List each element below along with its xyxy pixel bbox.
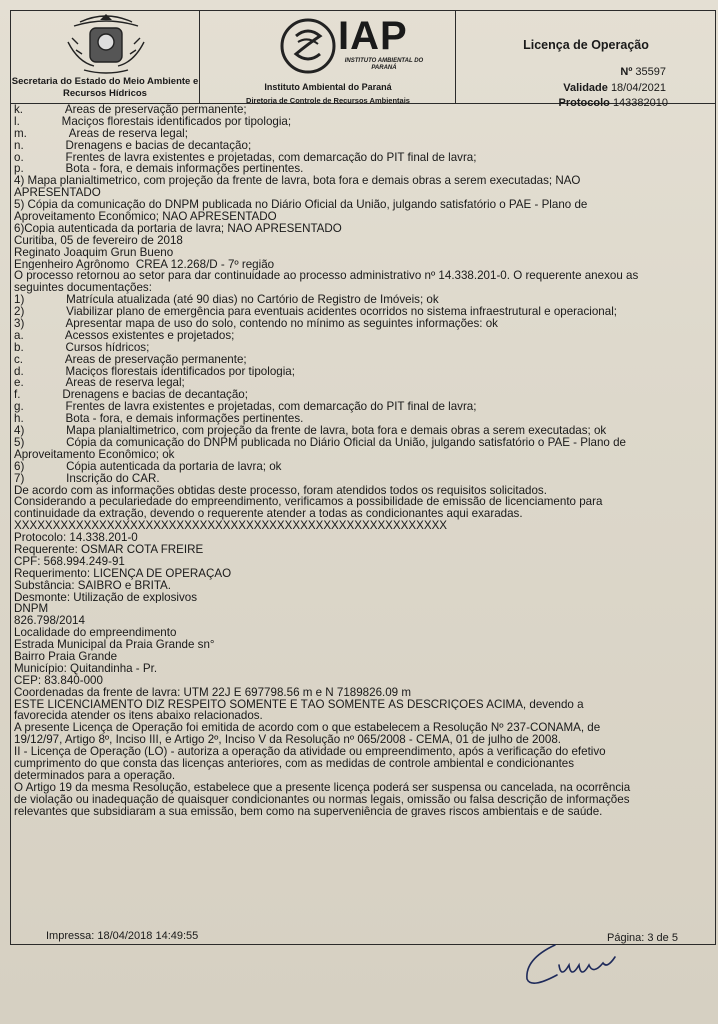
licenca-numero xyxy=(620,66,666,78)
body-line: 826.798/2014 xyxy=(14,615,85,628)
body-line: cumprimento do que consta das licenças anteriores, com as medidas de controle ambiental e condicionantes xyxy=(14,757,575,770)
header-iap-cell xyxy=(200,10,456,103)
licenca-validade xyxy=(563,82,666,94)
body-line: seguintes documentações: xyxy=(14,282,152,295)
body-line: c. Áreas de preservação permanente; xyxy=(14,353,247,366)
body-line: Coordenadas da frente de lavra: UTM 22J E 697798.56 m e N 7189826.09 m xyxy=(14,686,412,699)
body-line: a. Acessos existentes e projetados; xyxy=(14,329,235,342)
instituto-name: Instituto Ambiental do Paraná xyxy=(264,82,392,92)
body-line: 6) Cópia autenticada da portaria de lavra; ok xyxy=(14,460,282,473)
body-line: favorecida atender os itens abaixo relacionados. xyxy=(14,710,263,723)
body-line: m. Áreas de reserva legal; xyxy=(14,127,188,140)
body-line: 5) Cópia da comunicação do DNPM publicada no Diário Oficial da União, julgando satisfatório o PAE - Plano de xyxy=(14,199,588,212)
body-line: CEP: 83.840-000 xyxy=(14,674,103,687)
body-line: A presente Licença de Operação foi emitida de acordo com o que estabelecem a Resolução Nº 237-CONAMA, de xyxy=(14,722,601,735)
body-line: Protocolo: 14.338.201-0 xyxy=(14,532,138,544)
iap-logo-text: IAP xyxy=(338,14,408,58)
body-line: e. Áreas de reserva legal; xyxy=(14,377,185,390)
print-timestamp: Impressa: 18/04/2018 14:49:55 xyxy=(46,930,199,942)
body-line: Município: Quitandinha - Pr. xyxy=(14,662,158,675)
body-line: 1) Matrícula atualizada (até 90 dias) no Cartório de Registro de Imóveis; ok xyxy=(14,294,439,307)
body-line: k. Áreas de preservação permanente; xyxy=(14,104,247,116)
body-line: b. Cursos hídricos; xyxy=(14,341,150,354)
body-line: Bairro Praia Grande xyxy=(14,650,118,663)
body-line: p. Bota - fora, e demais informações pertinentes. xyxy=(14,163,304,176)
body-line: d. Maciços florestais identificados por tipologia; xyxy=(14,365,295,378)
parana-coat-of-arms-icon xyxy=(60,12,152,76)
iap-logo-subtext: INSTITUTO AMBIENTAL DO PARANÁ xyxy=(344,58,424,71)
body-line: De acordo com as informações obtidas deste processo, foram atendidos todos os requisitos solicitados. xyxy=(14,484,547,497)
body-line: g. Frentes de lavra existentes e projetadas, com demarcação do PIT final de lavra; xyxy=(14,401,477,414)
page-number: Página: 3 de 5 xyxy=(607,932,678,944)
secretaria-name: Secretaria do Estado do Meio Ambiente e Recursos Hídricos xyxy=(11,76,199,99)
body-line: Curitiba, 05 de fevereiro de 2018 xyxy=(14,234,183,247)
body-line: h. Bota - fora, e demais informações pertinentes. xyxy=(14,413,304,426)
body-line: o. Frentes de lavra existentes e projetadas, com demarcação do PIT final de lavra; xyxy=(14,151,477,164)
body-line: l. Maciços florestais identificados por tipologia; xyxy=(14,115,292,128)
document-header xyxy=(10,10,716,109)
body-line: 6)Copia autenticada da portaria de lavra; NÃO APRESENTADO xyxy=(14,222,342,235)
body-line: Estrada Municipal da Praia Grande sn° xyxy=(14,639,215,651)
body-line: 3) Apresentar mapa de uso do solo, contendo no mínimo as seguintes informações: ok xyxy=(14,318,498,330)
body-line: Reginato Joaquim Grun Bueno xyxy=(14,246,174,259)
body-line: 2) Viabilizar plano de emergência para eventuais acidentes ocorridos no sistema infraestrutural e operacional; xyxy=(14,306,617,319)
body-line: DNPM xyxy=(14,603,49,616)
body-line: continuidade da extração, devendo o requerente atender a todas as condicionantes aqui exaradas. xyxy=(14,508,523,521)
body-line: Desmonte: Utilização de explosivos xyxy=(14,591,198,604)
body-line: Requerimento: LICENÇA DE OPERAÇÃO xyxy=(14,567,232,580)
body-line: O Artigo 19 da mesma Resolução, estabelece que a presente licença poderá ser suspensa ou cancelada, na ocorrência xyxy=(14,781,631,794)
body-line: 19/12/97, Artigo 8º, Inciso III, e Artigo 2º, Inciso V da Resolução nº 065/2008 - CEMA, 01 de julho de 2008. xyxy=(14,734,562,747)
body-line: Localidade do empreendimento xyxy=(14,627,177,640)
body-line: CPF: 568.994.249-91 xyxy=(14,555,125,568)
header-licenca-cell xyxy=(456,10,716,109)
iap-logo-icon xyxy=(278,16,338,76)
body-line: II - Licença de Operação (LO) - autoriza a operação da atividade ou empreendimento, após a verificação do efetivo xyxy=(14,746,606,758)
numero-label: Nº xyxy=(620,66,633,78)
body-line: Substância: SAIBRO e BRITA. xyxy=(14,579,172,592)
body-line: 7) Inscrição do CAR. xyxy=(14,472,160,485)
body-line: f. Drenagens e bacias de decantação; xyxy=(14,389,248,402)
document-body xyxy=(14,104,712,817)
licenca-title: Licença de Operação xyxy=(523,38,649,52)
body-line: Engenheiro Agrônomo CREA 12.268/D - 7º região xyxy=(14,258,275,271)
body-line: de violação ou inadequação de quaisquer condicionantes ou normas legais, omissão ou falsa descrição de informações xyxy=(14,793,630,806)
body-line: XXXXXXXXXXXXXXXXXXXXXXXXXXXXXXXXXXXXXXXXXXXXXXXXXXXXXXXX xyxy=(14,520,448,533)
body-line: 4) Mapa planialtimetrico, com projeção da frente de lavra, bota fora e demais obras a serem executadas; NÃO xyxy=(14,175,581,188)
protocolo-value: 143382010 xyxy=(612,97,668,109)
body-line: O processo retornou ao setor para dar continuidade ao processo administrativo nº 14.338.201-0. O requerente anexou as xyxy=(14,270,639,283)
validade-label: Validade xyxy=(563,82,608,94)
body-line: Considerando a peculariedade do empreendimento, verificamos a possibilidade de emissão de licenciamento para xyxy=(14,496,603,509)
numero-value: 35597 xyxy=(635,66,666,78)
validade-value: 18/04/2021 xyxy=(610,82,666,94)
protocolo-label: Protocolo xyxy=(558,97,610,109)
body-line: n. Drenagens e bacias de decantação; xyxy=(14,139,252,152)
body-line: Aproveitamento Econômico; NÃO APRESENTADO xyxy=(14,211,277,223)
body-line: ESTE LICENCIAMENTO DIZ RESPEITO SOMENTE E TÃO SOMENTE ÀS DESCRIÇÕES ACIMA, devendo a xyxy=(14,698,584,711)
handwritten-signature-icon xyxy=(515,935,655,990)
body-line: Requerente: OSMAR COTA FREIRE xyxy=(14,543,204,556)
body-line: 4) Mapa planialtimetrico, com projeção da frente de lavra, bota fora e demais obras a serem executadas; ok xyxy=(14,425,607,437)
diretoria-name: Diretoria de Controle de Recursos Ambientais xyxy=(246,96,410,105)
body-line: determinados para a operação. xyxy=(14,769,176,782)
body-line: 5) Cópia da comunicação do DNPM publicada no Diário Oficial da União, julgando satisfatório o PAE - Plano de xyxy=(14,436,627,449)
body-line: APRESENTADO xyxy=(14,187,101,200)
header-secretaria-cell xyxy=(10,10,200,103)
body-line: Aproveitamento Econômico; ok xyxy=(14,448,175,461)
body-line: relevantes que subsidiaram a sua emissão, bem como na superveniência de graves riscos ambientais e de saúde. xyxy=(14,805,603,818)
